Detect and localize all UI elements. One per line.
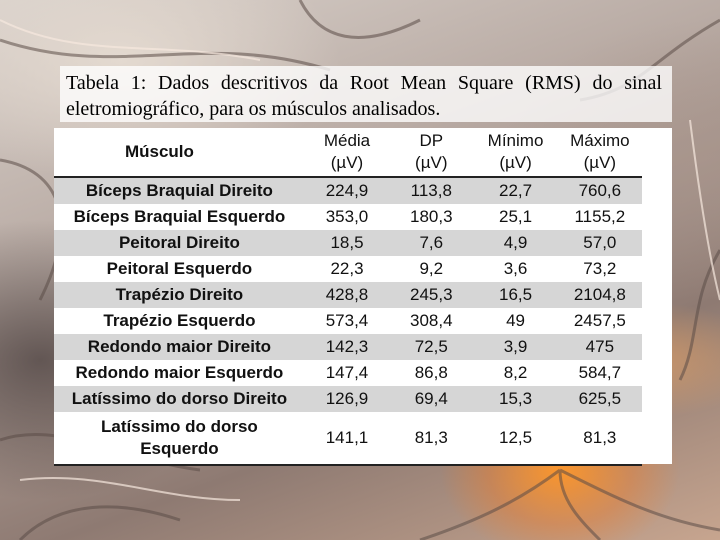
table-row [54, 412, 642, 465]
min-value: 49 [506, 311, 525, 330]
muscle-name: Redondo maior Direito [54, 334, 305, 360]
muscle-name: Trapézio Direito [54, 282, 305, 308]
media-value: 142,3 [305, 334, 389, 360]
max-value: 2457,5 [573, 311, 626, 330]
table-row [54, 308, 642, 334]
max-value: 625,5 [558, 386, 642, 412]
max-value: 584,7 [578, 363, 622, 382]
max-value: 81,3 [558, 412, 642, 465]
dp-value: 7,6 [389, 230, 473, 256]
header-maximo: Máximo (µV) [570, 131, 630, 172]
rms-table [54, 128, 642, 466]
min-value: 3,6 [503, 259, 528, 278]
muscle-name: Latíssimo do dorso Esquerdo [54, 412, 305, 465]
media-value: 126,9 [305, 386, 389, 412]
header-muscle: Músculo [124, 142, 194, 161]
min-value: 16,5 [473, 282, 557, 308]
table-row [54, 256, 642, 282]
media-value: 22,3 [330, 259, 364, 278]
dp-value: 69,4 [389, 386, 473, 412]
header-media: Média (µV) [323, 131, 371, 172]
muscle-name: Peitoral Esquerdo [106, 259, 253, 278]
min-value: 25,1 [499, 207, 533, 226]
max-value: 57,0 [558, 230, 642, 256]
header-dp: DP (µV) [415, 131, 448, 172]
table-row [54, 178, 642, 204]
media-value: 147,4 [325, 363, 369, 382]
muscle-name: Bíceps Braquial Direito [54, 178, 305, 204]
table-row [54, 282, 642, 308]
muscle-name: Bíceps Braquial Esquerdo [73, 207, 286, 226]
dp-value: 72,5 [389, 334, 473, 360]
table-caption: Tabela 1: Dados descritivos da Root Mean Square (RMS) do sinal eletromiográfico, para os músculos analisados. [66, 72, 662, 120]
table-row [54, 360, 642, 386]
header-minimo: Mínimo (µV) [487, 131, 544, 172]
media-value: 141,1 [305, 412, 389, 465]
dp-value: 86,8 [414, 363, 448, 382]
min-value: 15,3 [473, 386, 557, 412]
table-row [54, 386, 642, 412]
min-value: 3,9 [473, 334, 557, 360]
table-row [54, 204, 642, 230]
muscle-name: Latíssimo do dorso Direito [54, 386, 305, 412]
max-value: 73,2 [583, 259, 617, 278]
media-value: 428,8 [305, 282, 389, 308]
media-value: 573,4 [325, 311, 369, 330]
max-value: 2104,8 [558, 282, 642, 308]
min-value: 8,2 [503, 363, 528, 382]
dp-value: 9,2 [419, 259, 444, 278]
min-value: 22,7 [473, 178, 557, 204]
min-value: 12,5 [473, 412, 557, 465]
min-value: 4,9 [473, 230, 557, 256]
max-value: 475 [558, 334, 642, 360]
muscle-name: Redondo maior Esquerdo [75, 363, 284, 382]
dp-value: 308,4 [409, 311, 453, 330]
media-value: 18,5 [305, 230, 389, 256]
rms-table-panel [54, 128, 672, 464]
dp-value: 180,3 [409, 207, 453, 226]
max-value: 760,6 [558, 178, 642, 204]
media-value: 353,0 [325, 207, 369, 226]
header-row [54, 128, 642, 176]
muscle-name: Peitoral Direito [54, 230, 305, 256]
dp-value: 245,3 [389, 282, 473, 308]
media-value: 224,9 [305, 178, 389, 204]
dp-value: 81,3 [389, 412, 473, 465]
dp-value: 113,8 [389, 178, 473, 204]
muscle-name: Trapézio Esquerdo [103, 311, 256, 330]
max-value: 1155,2 [574, 207, 626, 226]
table-row [54, 230, 642, 256]
table-row [54, 334, 642, 360]
